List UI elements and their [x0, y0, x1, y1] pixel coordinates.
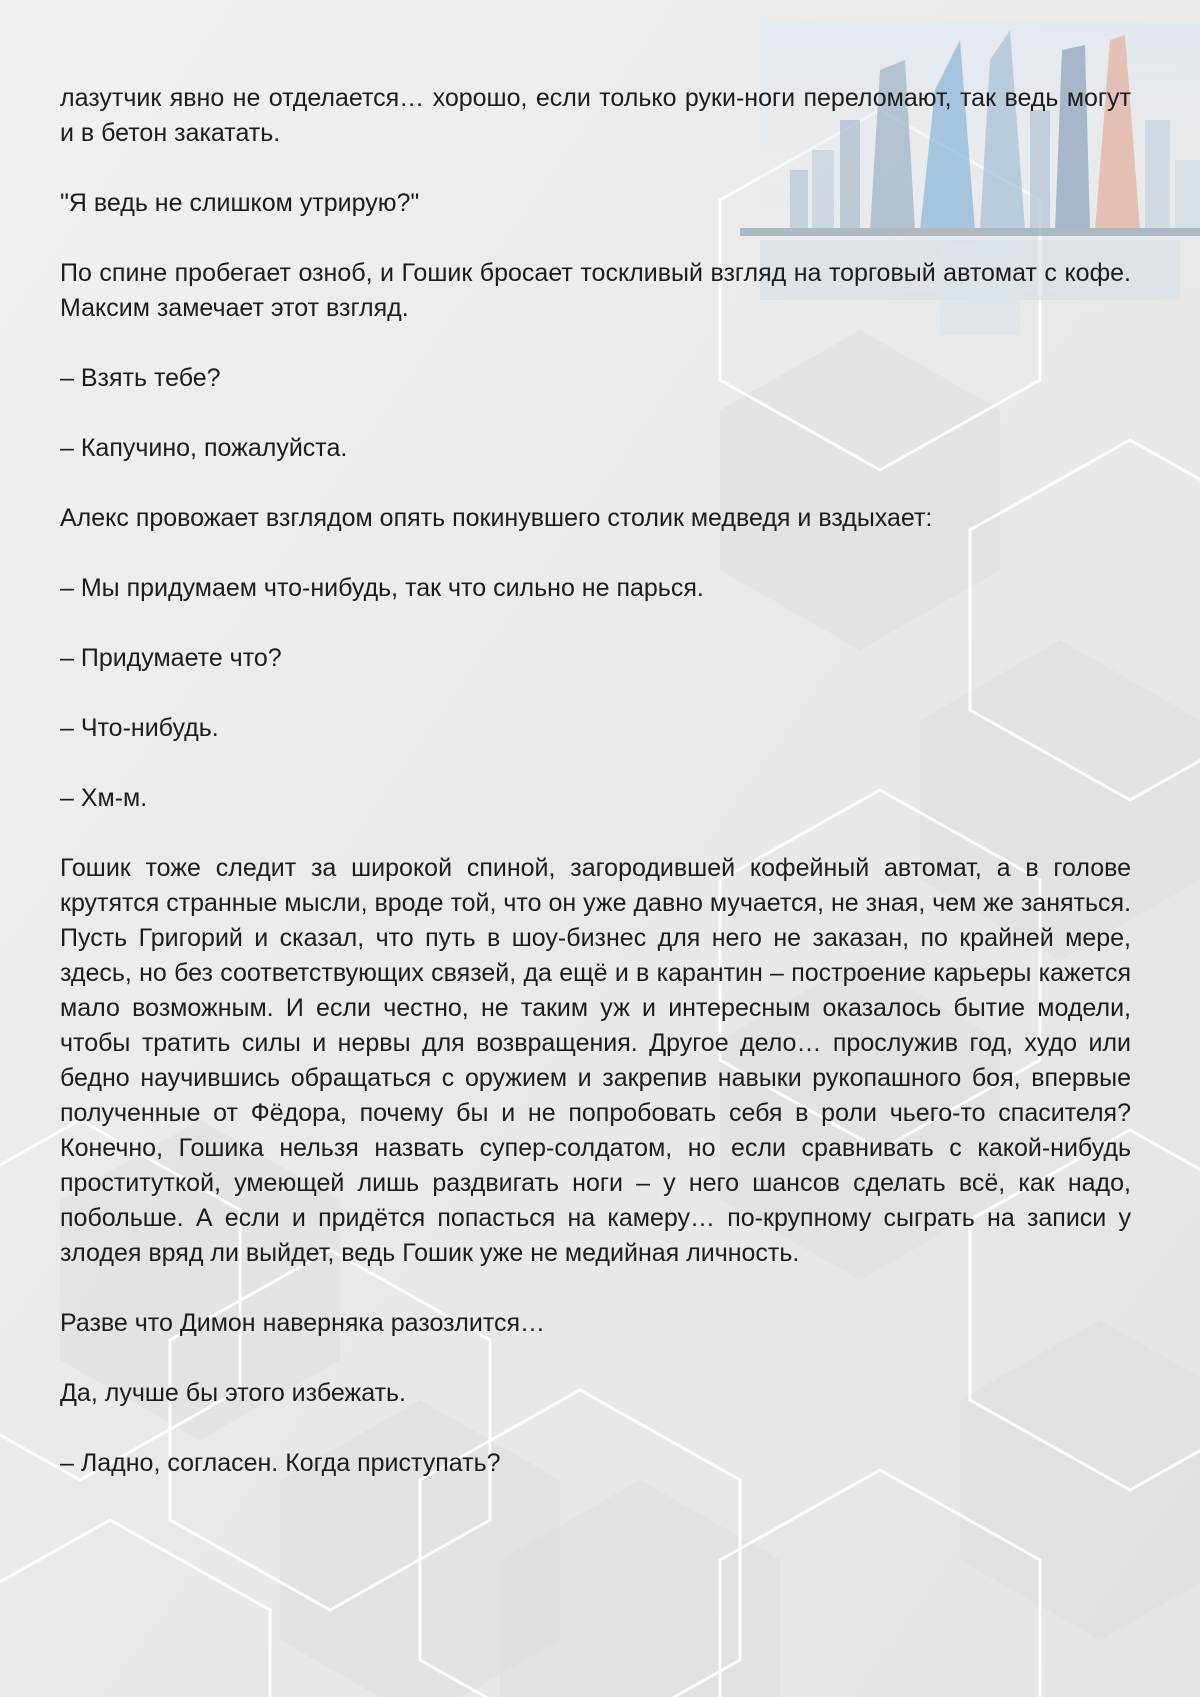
paragraph: лазутчик явно не отделается… хорошо, если только руки-ноги переломают, так ведь могут и в бетон закатать. [60, 84, 1131, 147]
paragraph: – Капучино, пожалуйста. [60, 434, 348, 462]
paragraph: – Взять тебе? [60, 364, 221, 392]
paragraph: – Ладно, согласен. Когда приступать? [60, 1449, 501, 1477]
paragraph: Да, лучше бы этого избежать. [60, 1379, 406, 1407]
paragraph: – Хм-м. [60, 784, 148, 812]
paragraph: – Мы придумаем что-нибудь, так что сильно не парься. [60, 574, 704, 602]
paragraph: Алекс провожает взглядом опять покинувшего столик медведя и вздыхает: [60, 504, 933, 532]
paragraph: Разве что Димон наверняка разозлится… [60, 1309, 546, 1337]
paragraph: – Придумаете что? [60, 644, 282, 672]
document-body [60, 81, 1131, 1481]
paragraph: – Что-нибудь. [60, 714, 219, 742]
paragraph: По спине пробегает озноб, и Гошик бросает тоскливый взгляд на торговый автомат с кофе. Максим замечает этот взгляд. [60, 259, 1131, 322]
paragraph: "Я ведь не слишком утрирую?" [60, 189, 420, 217]
paragraph: Гошик тоже следит за широкой спиной, загородившей кофейный автомат, а в голове крутятся странные мысли, вроде той, что он уже давно мучается, не зная, чем же заняться. Пусть Григорий и сказал, что путь в шоу-бизнес для него не заказан, по крайней мере, здесь, но без соответствующих связей, да ещё и в карантин – построение карьеры кажется мало возможным. И если честно, не таким уж и интересным оказалось бытие модели, чтобы тратить силы и нервы для возвращения. Другое дело… прослужив год, худо или бедно научившись обращаться с оружием и закрепив навыки рукопашного боя, впервые полученные от Фёдора, почему бы и не попробовать себя в роли чьего-то спасителя? Конечно, Гошика нельзя назвать супер-солдатом, но если сравнивать с какой-нибудь проституткой, умеющей лишь раздвигать ноги – у него шансов сделать всё, как надо, побольше. А если и придётся попасться на камеру… по-крупному сыграть на записи у злодея вряд ли выйдет, ведь Гошик уже не медийная личность. [60, 854, 1132, 1267]
